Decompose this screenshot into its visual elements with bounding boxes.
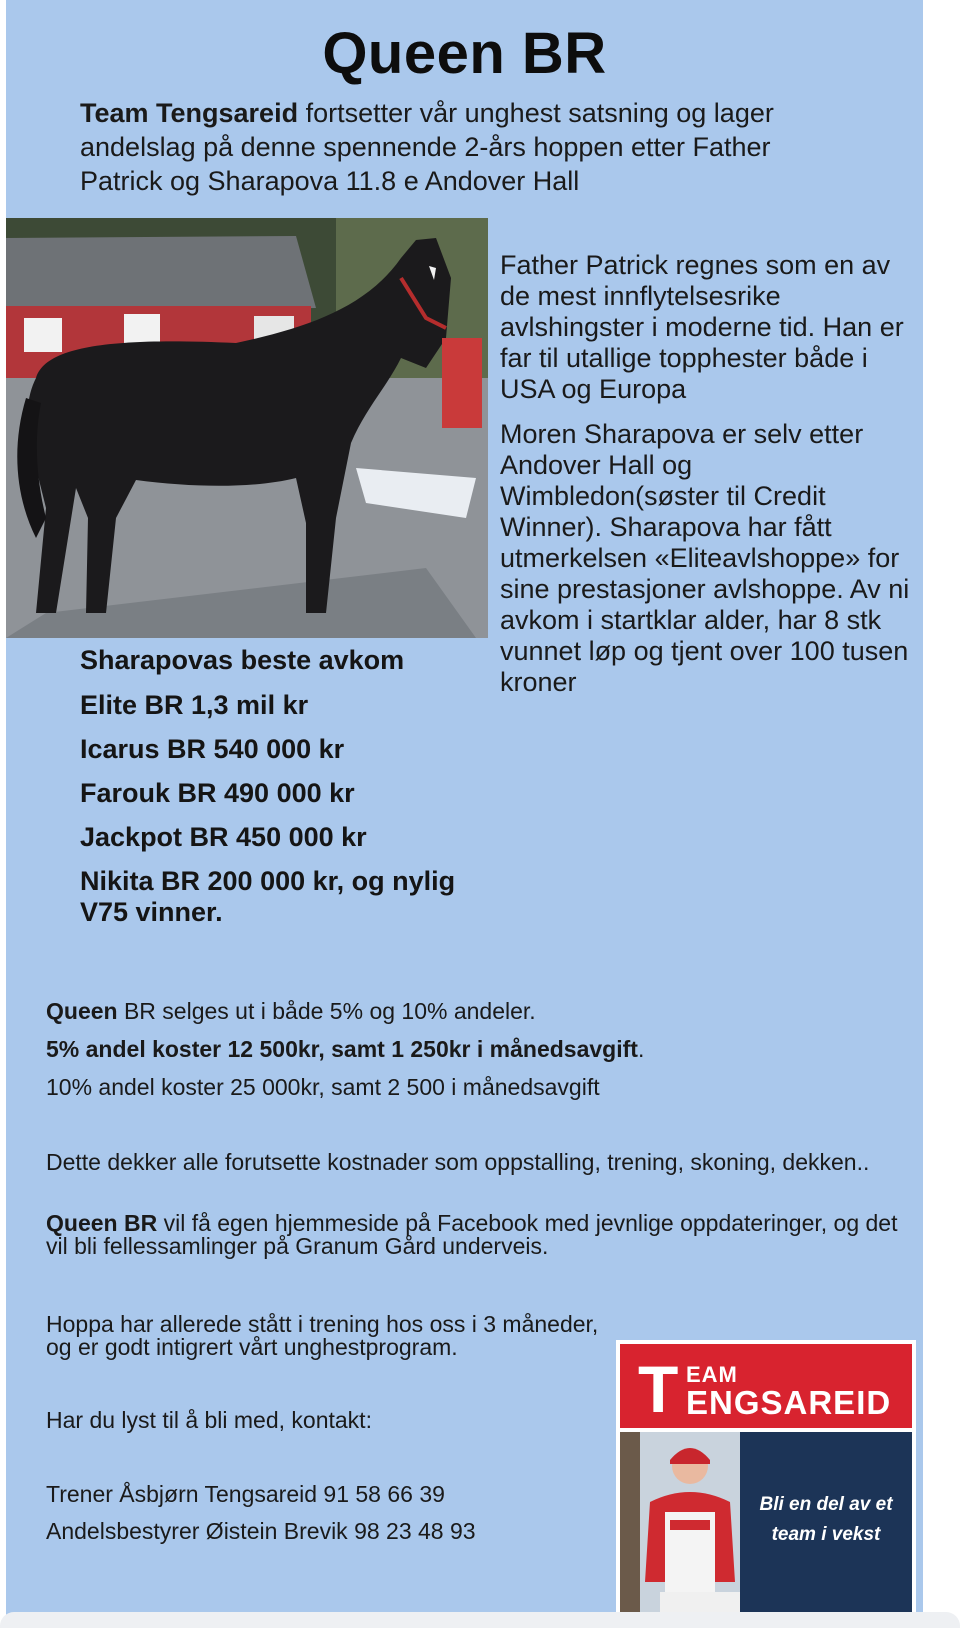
father-patrick-paragraph: Father Patrick regnes som en av de mest innflytelsesrike avlshingster i moderne tid. Han er far til utallige topphester både i USA og Europa xyxy=(500,250,904,404)
horse-photo xyxy=(6,218,488,638)
offspring-item: Nikita BR 200 000 kr, og nylig V75 vinner. xyxy=(80,866,456,927)
shares-line-3: 10% andel koster 25 000kr, samt 2 500 i månedsavgift xyxy=(46,1074,600,1100)
driver-illustration xyxy=(620,1432,740,1616)
shares-line-2 xyxy=(46,1038,906,1061)
logo-engsareid: ENGSAREID xyxy=(686,1384,892,1421)
offspring-item: Icarus BR 540 000 kr xyxy=(80,734,345,764)
team-name: Team Tengsareid xyxy=(80,98,299,128)
team-tengsareid-logo xyxy=(616,1340,916,1618)
driver-photo xyxy=(620,1432,740,1616)
contact-trainer: Trener Åsbjørn Tengsareid 91 58 66 39 xyxy=(46,1481,445,1507)
intro-text xyxy=(80,96,840,198)
offspring-item: Farouk BR 490 000 kr xyxy=(80,778,355,808)
costs-line-1: Dette dekker alle forutsette kostnader som oppstalling, trening, skoning, dekken.. xyxy=(46,1149,870,1175)
logo-eam: EAM xyxy=(686,1362,738,1387)
contact-prompt: Har du lyst til å bli med, kontakt: xyxy=(46,1407,372,1433)
right-column xyxy=(500,250,910,712)
costs-line-2-rest: vil få egen hjemmeside på Facebook med jevnlige oppdateringer, og det vil bli fellessamlinger på Granum Gård underveis. xyxy=(46,1210,898,1259)
logo-letter-t: T xyxy=(638,1352,679,1426)
logo-banner xyxy=(620,1344,912,1428)
shares-line-1 xyxy=(46,1000,906,1023)
shares-line-2-bold: 5% andel koster 12 500kr, samt 1 250kr i månedsavgift xyxy=(46,1036,638,1062)
training-text: Hoppa har allerede stått i trening hos oss i 3 måneder, og er godt intigrert vårt unghestprogram. xyxy=(46,1311,599,1360)
offspring-item: Jackpot BR 450 000 kr xyxy=(80,822,367,852)
costs-line-2-bold: Queen BR xyxy=(46,1210,158,1236)
shares-line-2-rest: . xyxy=(637,1036,645,1062)
costs-line-2 xyxy=(46,1212,906,1258)
intro-rest: fortsetter vår unghest satsning og lager andelslag på denne spennende 2-års hoppen etter Father Patrick og Sharapova 11.8 e Andover Hall xyxy=(80,98,774,196)
logo-slogan: Bli en del av et team i vekst xyxy=(759,1494,893,1545)
horse-photo-illustration xyxy=(6,218,488,638)
sharapova-paragraph: Moren Sharapova er selv etter Andover Hall og Wimbledon(søster til Credit Winner). Sharapova har fått utmerkelsen «Eliteavlshoppe» for sine prestasjoner avlshoppe. Av ni avkom i startklar alder, har 8 stk vunnet løp og tjent over 100 tusen kroner xyxy=(500,419,910,697)
offspring-item: Elite BR 1,3 mil kr xyxy=(80,690,309,720)
page-title: Queen BR xyxy=(322,21,607,86)
shares-line-1-rest: BR selges ut i både 5% og 10% andeler. xyxy=(117,998,536,1024)
offspring-heading: Sharapovas beste avkom xyxy=(80,645,405,675)
shares-line-1-bold: Queen xyxy=(46,998,118,1024)
contact-manager: Andelsbestyrer Øistein Brevik 98 23 48 93 xyxy=(46,1518,476,1544)
logo-slogan-panel xyxy=(740,1432,912,1616)
offspring-list xyxy=(80,644,480,941)
flyer xyxy=(6,0,923,1618)
bottom-sheet-edge xyxy=(0,1612,960,1628)
